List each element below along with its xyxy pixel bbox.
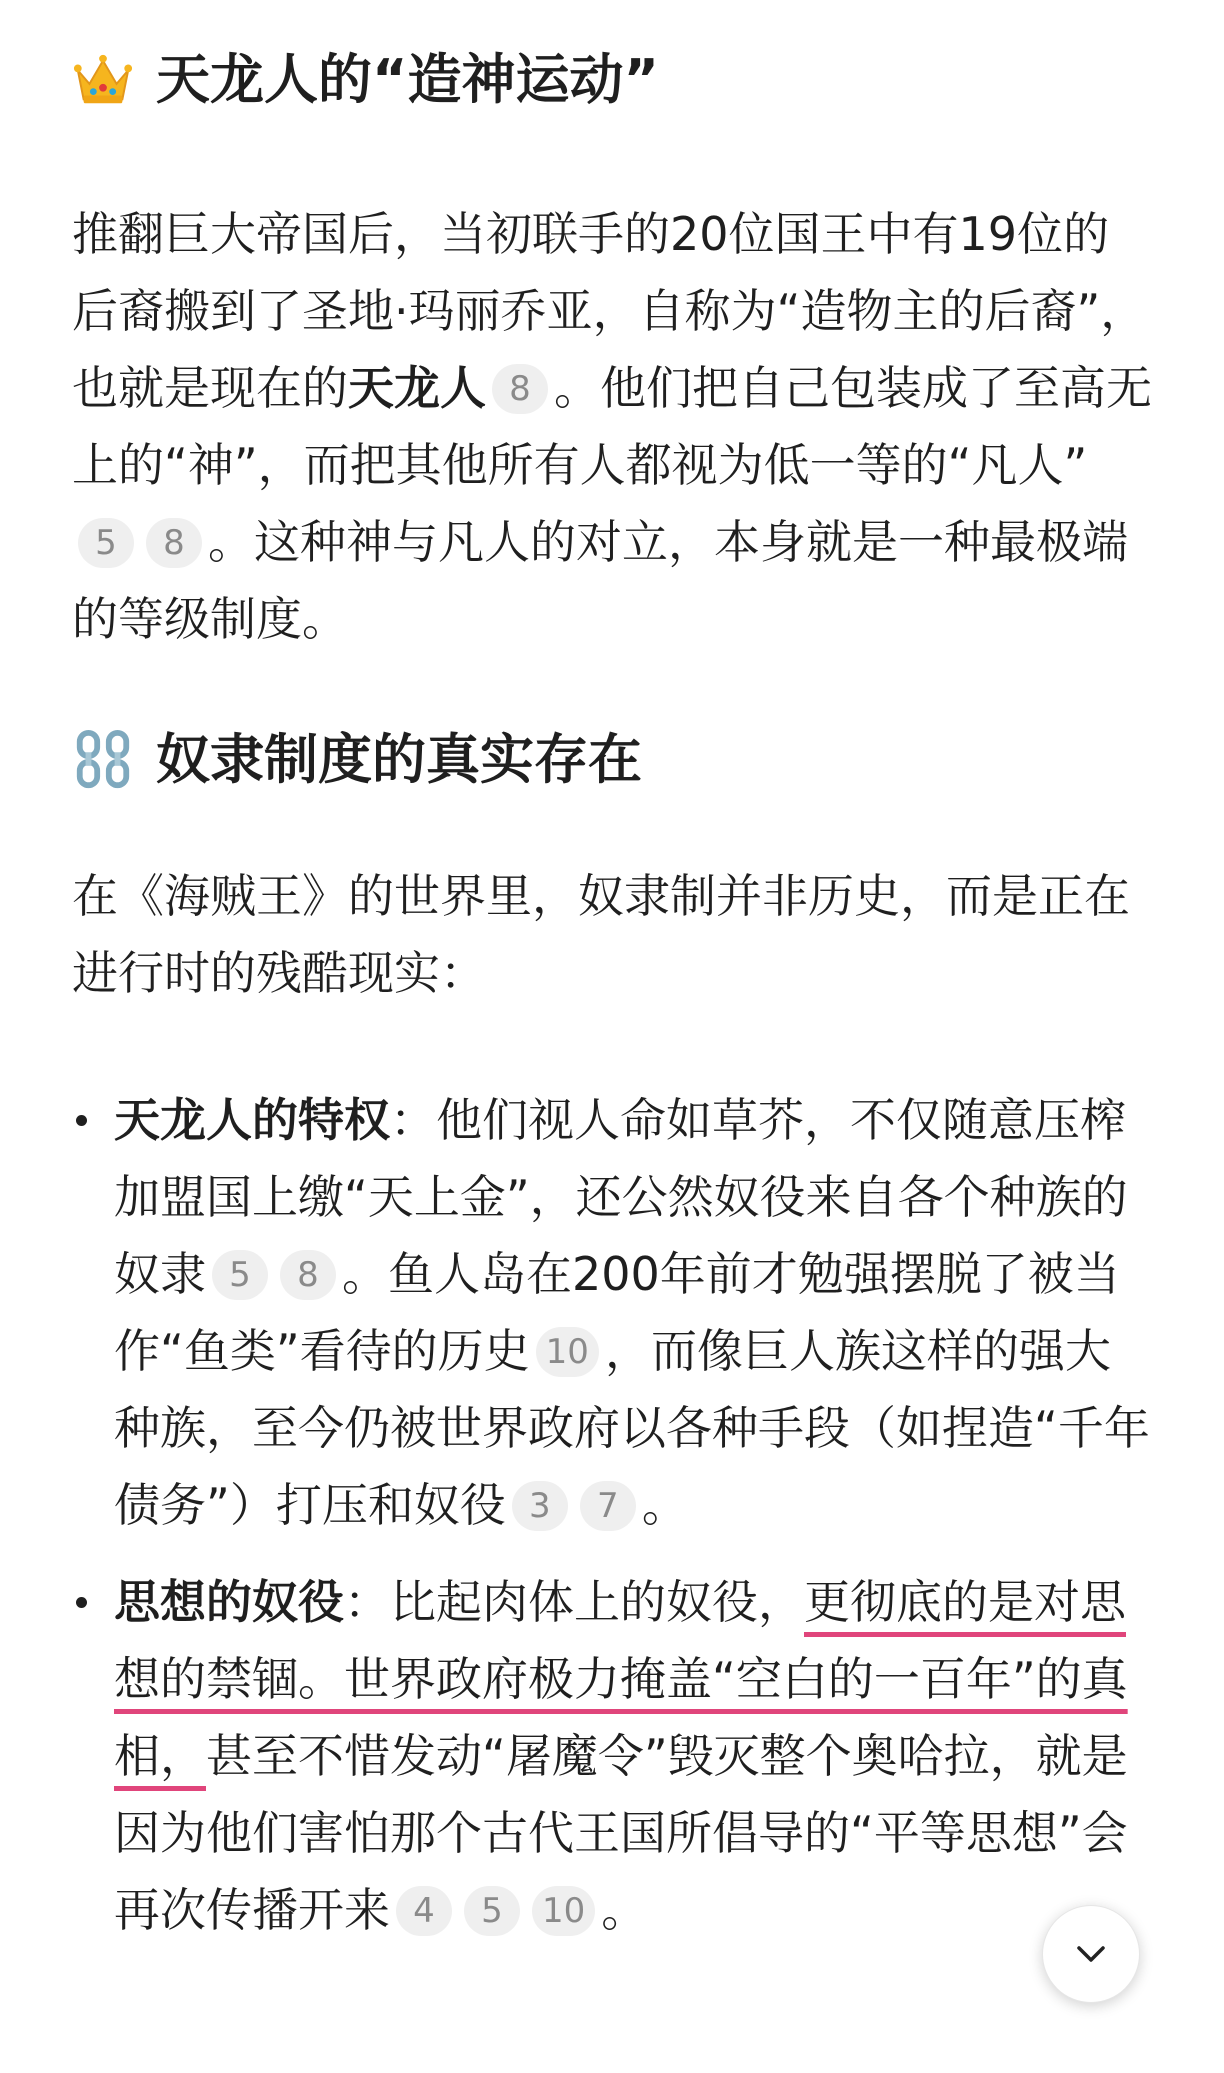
- citation-badge[interactable]: 8: [492, 364, 548, 414]
- scroll-down-button[interactable]: [1042, 1905, 1140, 2003]
- bold-term: 天龙人的特权: [114, 1093, 390, 1147]
- citation-badge[interactable]: 8: [280, 1250, 336, 1300]
- section1-paragraph: 推翻巨大帝国后，当初联手的20位国王中有19位的后裔搬到了圣地·玛丽乔亚，自称为“造物主的后裔”，也就是现在的天龙人 8 。他们把自己包装成了至高无上的“神”，而把其他所有人都视为低一等的“凡人”5 8 。这种神与凡人的对立，本身就是一种最极端的等级制度。: [72, 207, 1152, 646]
- citation-badge[interactable]: 10: [532, 1886, 595, 1936]
- citation-badge[interactable]: 5: [78, 518, 134, 568]
- citation-badge[interactable]: 4: [396, 1886, 452, 1936]
- highlighted-underline: 更彻底的是对思想的禁锢。世界政府极力掩盖“空白的一百年”的真相，: [114, 1575, 1128, 1783]
- section-title-tianlongren: [72, 40, 1152, 120]
- section2-intro: 在《海贼王》的世界里，奴隶制并非历史，而是正在进行时的残酷现实：: [72, 869, 1130, 1000]
- bullet-list: [72, 1082, 1152, 1949]
- citation-badge[interactable]: 5: [464, 1886, 520, 1936]
- list-item: 天龙人的特权：他们视人命如草芥，不仅随意压榨加盟国上缴“天上金”，还公然奴役来自各个种族的奴隶 5 8 。鱼人岛在200年前才勉强摆脱了被当作“鱼类”看待的历史 10 ，而像巨人族这样的强大种族，至今仍被世界政府以各种手段（如捏造“千年债务”）打压和奴役 3 7 。: [72, 1082, 1152, 1544]
- citation-badge[interactable]: 3: [512, 1481, 568, 1531]
- bold-term: 天龙人: [348, 361, 486, 415]
- crown-icon: [72, 49, 134, 111]
- bullet-dot: [76, 1115, 87, 1126]
- section-title-text: 奴隶制度的真实存在: [156, 728, 642, 791]
- citation-badge[interactable]: 8: [146, 518, 202, 568]
- citation-badge[interactable]: 7: [580, 1481, 636, 1531]
- citation-badge[interactable]: 5: [212, 1250, 268, 1300]
- chain-icon: [72, 729, 134, 791]
- section-title-text: 天龙人的“造神运动”: [156, 48, 659, 111]
- chevron-down-icon: [1071, 1934, 1111, 1974]
- section-title-slavery: [72, 720, 1152, 800]
- bullet-dot: [76, 1597, 87, 1608]
- article: [72, 40, 1152, 1949]
- bold-term: 思想的奴役: [114, 1575, 344, 1629]
- citation-badge[interactable]: 10: [536, 1327, 599, 1377]
- list-item: 思想的奴役：比起肉体上的奴役，更彻底的是对思想的禁锢。世界政府极力掩盖“空白的一百年”的真相，甚至不惜发动“屠魔令”毁灭整个奥哈拉，就是因为他们害怕那个古代王国所倡导的“平等思想”会再次传播开来 4 5 10 。: [72, 1564, 1152, 1949]
